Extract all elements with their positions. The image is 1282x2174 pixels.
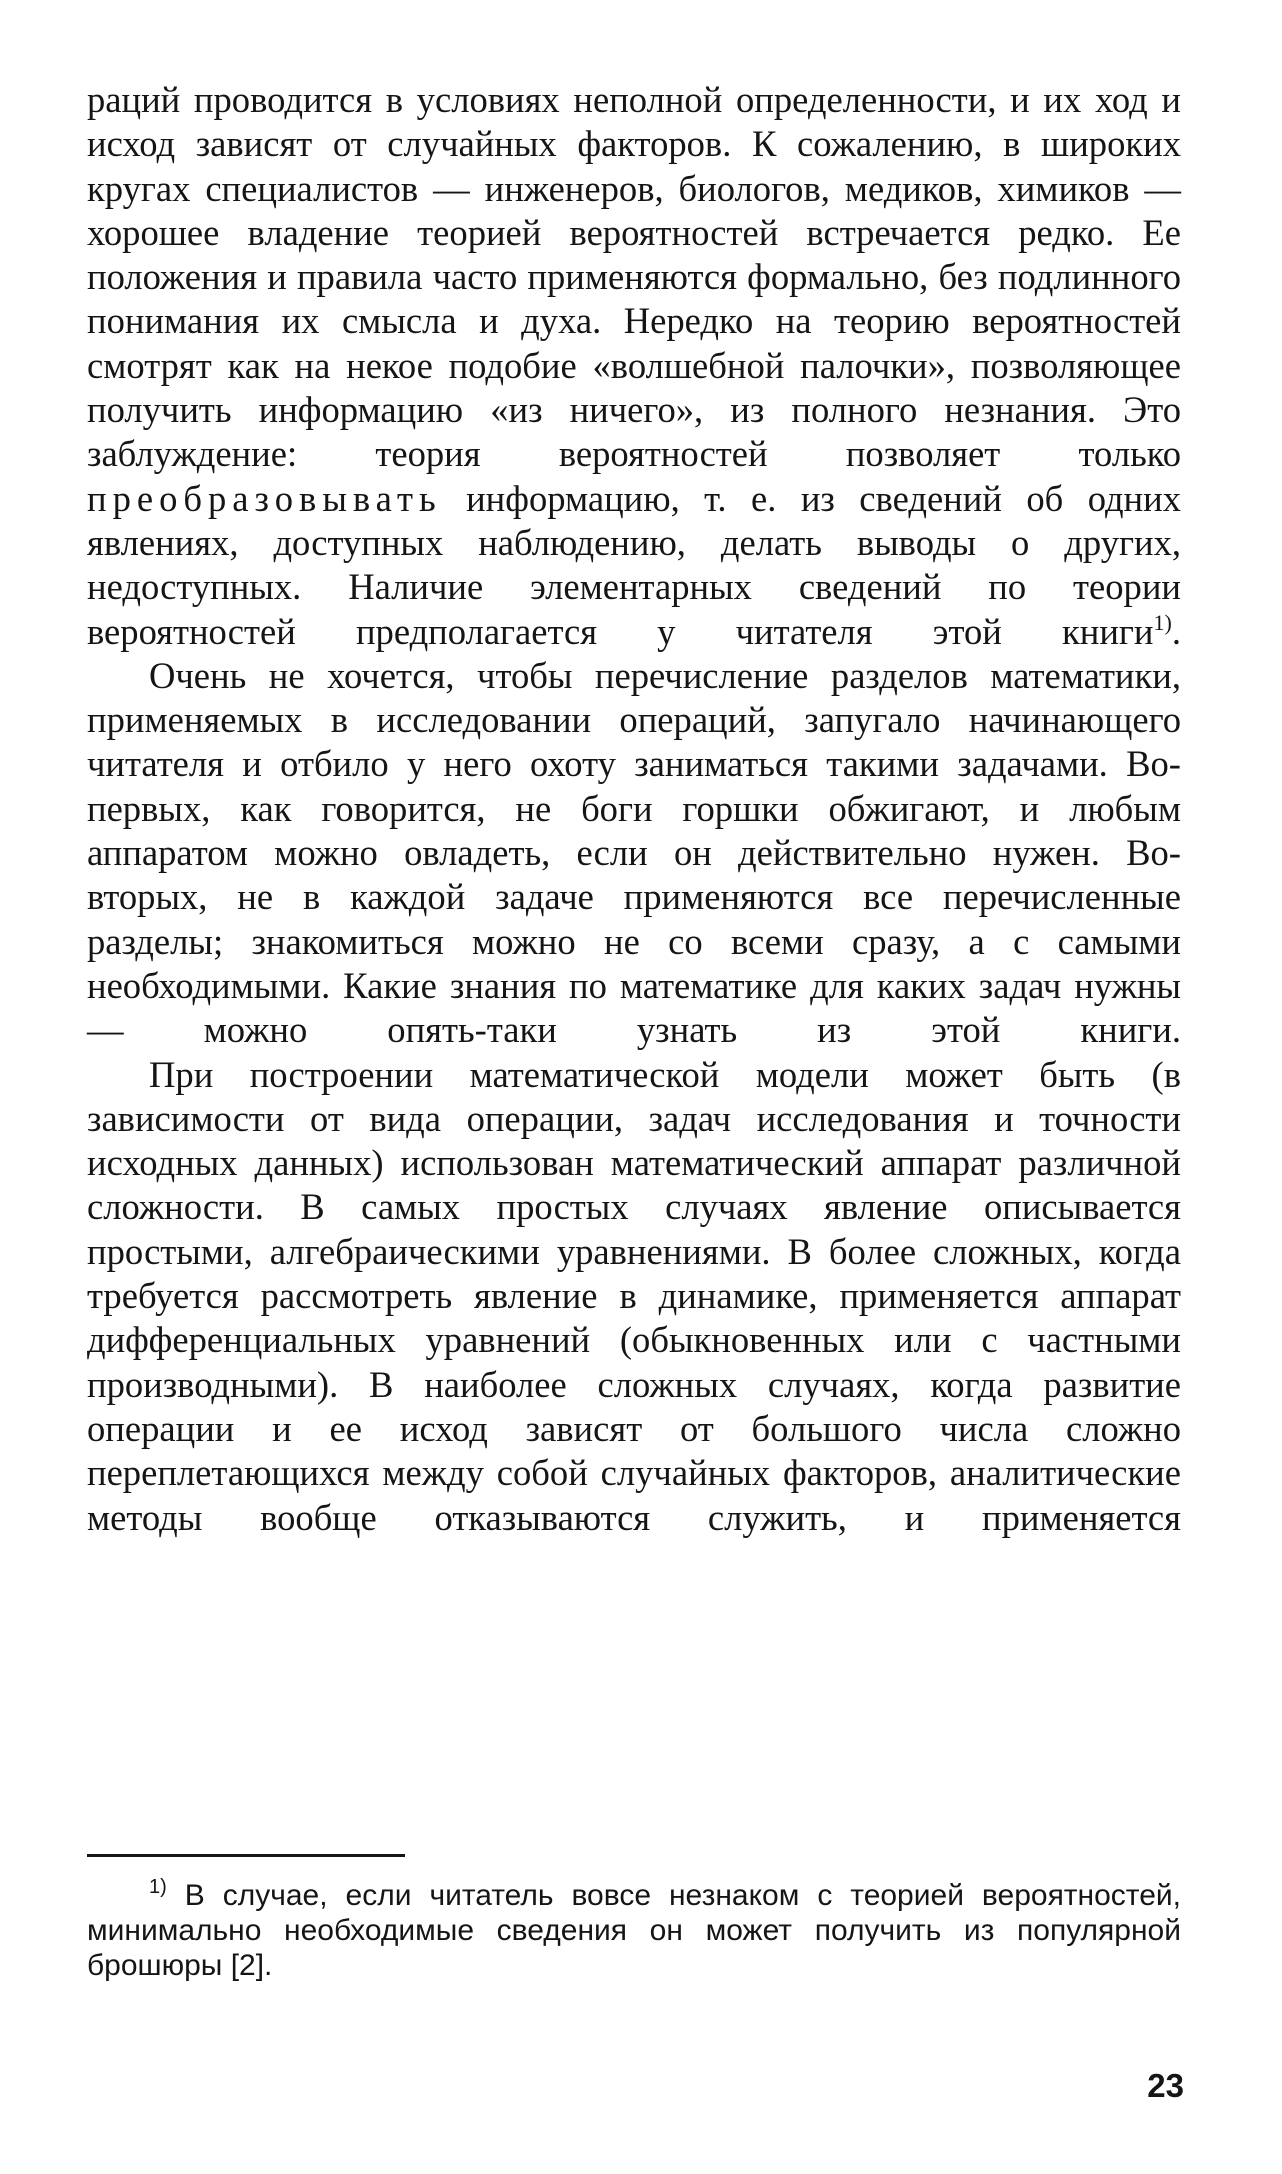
page-number: 23: [1147, 2067, 1184, 2104]
paragraph-1-emphasis: преобразовывать: [87, 477, 442, 519]
footnote-text: В случае, если читатель вовсе незнаком с теорией вероятностей, минимально необходимые сведения он может получить из популярной брошюры [2].: [87, 1879, 1181, 1982]
paragraph-1-tail: .: [1171, 610, 1181, 652]
footnote-divider: [87, 1854, 405, 1857]
footnote-reference-mark: 1): [1153, 609, 1172, 635]
paragraph-1-text-before: раций проводится в условиях неполной определенности, и их ход и исход зависят от случайных факторов. К сожалению, в широких кругах специалистов — инженеров, биологов, медиков, химиков — хорошее владение теорией вероятностей встречается редко. Ее положения и правила часто применяются формально, без подлинного понимания их смысла и духа. Нередко на теорию вероятностей смотрят как на некое подобие «волшебной палочки», позволяющее получить информацию «из ничего», из полного незнания. Это заблуждение: теория вероятностей позволяет только: [87, 79, 1181, 475]
page-body: [87, 78, 1181, 1540]
paragraph-1-text-after: информацию, т. е. из сведений об одних явлениях, доступных наблюдению, делать выводы о других, недоступных. Наличие элементарных сведений по теории вероятностей предполагается у читателя этой книги: [87, 477, 1181, 652]
footnote-mark: 1): [149, 1876, 167, 1898]
footnote: [87, 1878, 1181, 1983]
paragraph-3: При построении математической модели может быть (в зависимости от вида операции, задач исследования и точности исходных данных) использован математический аппарат различной сложности. В самых простых случаях явление описывается простыми, алгебраическими уравнениями. В более сложных, когда требуется рассмотреть явление в динамике, применяется аппарат дифференциальных уравнений (обыкновенных или с частными производными). В наиболее сложных случаях, когда развитие операции и ее исход зависят от большого числа сложно переплетающихся между собой случайных факторов, аналитические методы вообще отказываются служить, и применяется: [87, 1053, 1181, 1538]
paragraph-2: Очень не хочется, чтобы перечисление разделов математики, применяемых в исследовании операций, запугало начинающего читателя и отбило у него охоту заниматься такими задачами. Во-первых, как говорится, не боги горшки обжигают, и любым аппаратом можно овладеть, если он действительно нужен. Во-вторых, не в каждой задаче применяются все перечисленные разделы; знакомиться можно не со всеми сразу, а с самыми необходимыми. Какие знания по математике для каких задач нужны — можно опять-таки узнать из этой книги.: [87, 654, 1181, 1051]
paragraph-1: [87, 78, 1181, 654]
